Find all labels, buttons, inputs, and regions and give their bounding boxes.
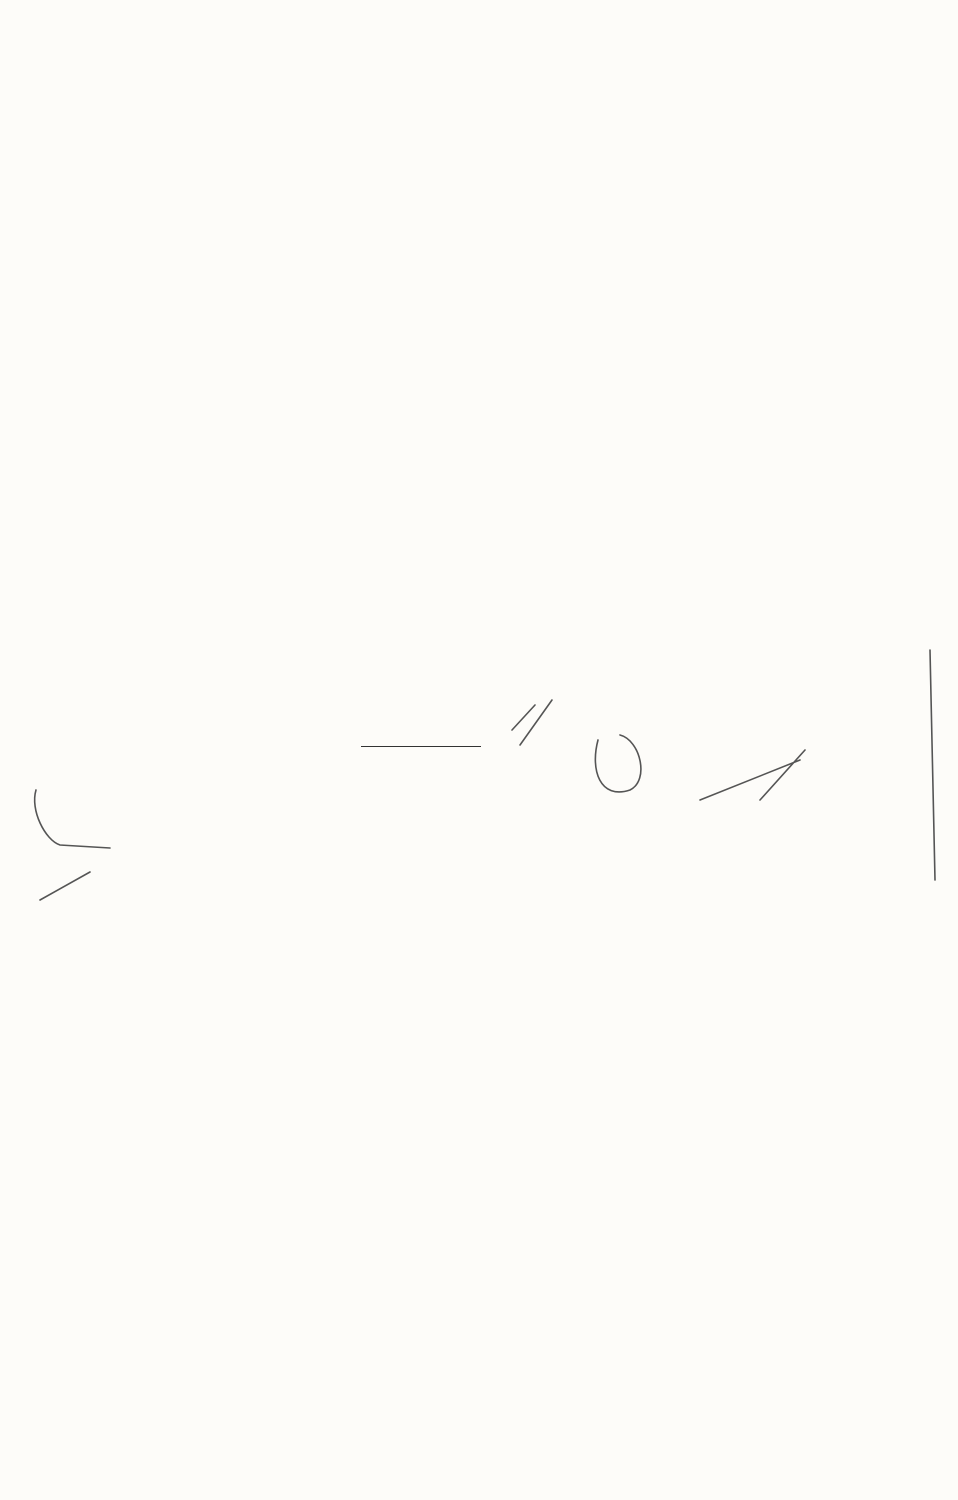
pencil-stroke <box>520 700 552 745</box>
pencil-stroke <box>930 650 935 880</box>
pencil-stroke <box>40 872 90 900</box>
section-divider <box>361 746 481 747</box>
pencil-stroke <box>35 790 110 848</box>
pencil-stroke <box>595 735 641 792</box>
pencil-stroke <box>512 705 535 730</box>
pencil-stroke <box>700 750 805 800</box>
